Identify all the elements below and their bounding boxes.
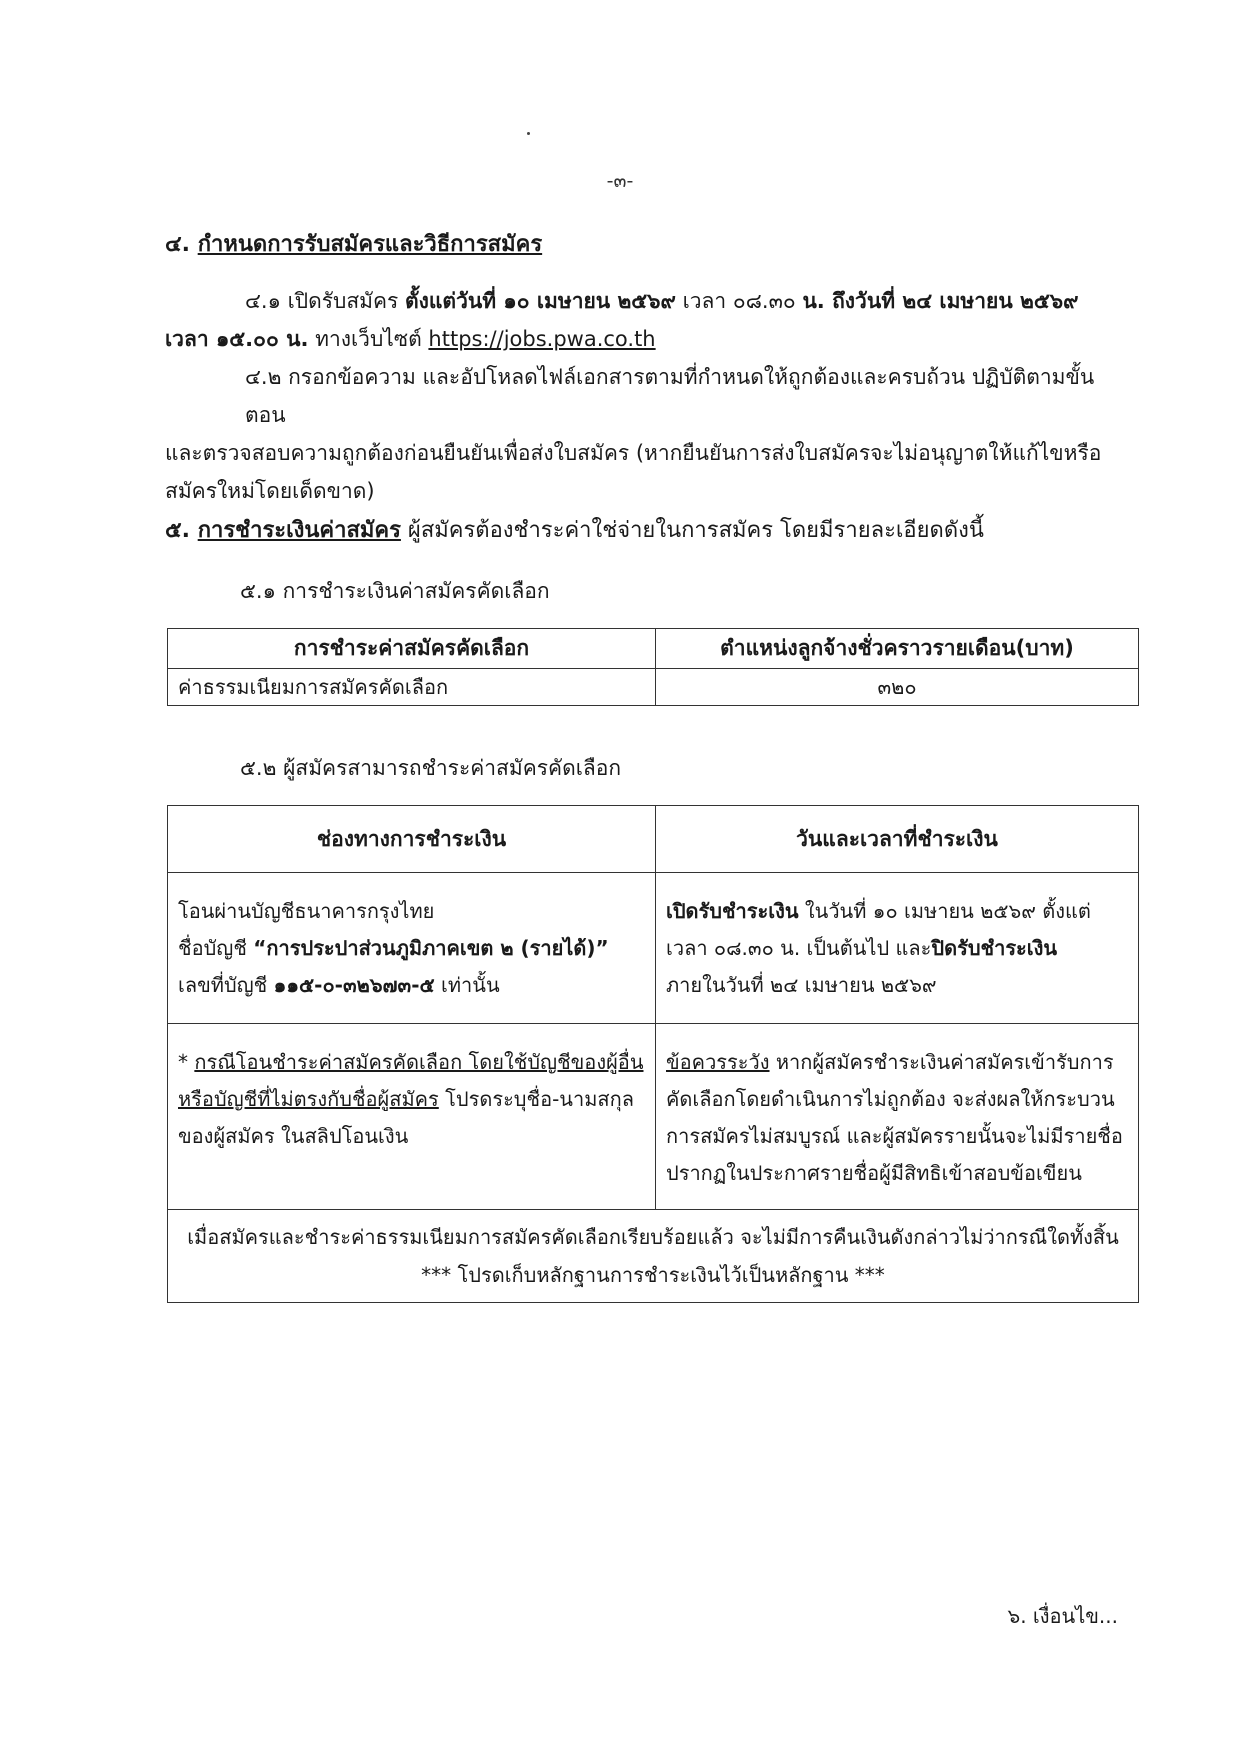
refund-note-cell xyxy=(168,1210,1139,1303)
paragraph-4-1 xyxy=(165,282,1115,358)
payment-period-cell xyxy=(656,873,1139,1024)
next-page-reference: ๖. เงื่อนไข... xyxy=(1007,1604,1118,1628)
p42-line2: และตรวจสอบความถูกต้องก่อนยืนยันเพื่อส่งใบสมัคร (หากยืนยันการส่งใบสมัครจะไม่อนุญาตให้แก้ไขหรือ xyxy=(165,441,1102,465)
fee-label: ค่าธรรมเนียมการสมัครคัดเลือก xyxy=(168,669,656,706)
section5-number: ๕. xyxy=(165,518,191,543)
table-row xyxy=(168,669,1139,706)
payment-open-date: ในวันที่ ๑๐ เมษายน ๒๕๖๙ ตั้งแต่ xyxy=(798,899,1091,923)
payment-close-date: ภายในวันที่ ๒๔ เมษายน ๒๕๖๙ xyxy=(666,973,937,997)
transfer-note-underlined-2: หรือบัญชีที่ไม่ตรงกับชื่อผู้สมัคร xyxy=(178,1087,439,1111)
subheading-5-1: ๕.๑ การชำระเงินค่าสมัครคัดเลือก xyxy=(240,579,550,603)
account-number: ๑๑๕-๐-๓๒๖๗๓-๕ xyxy=(273,973,435,997)
subheading-5-2: ๕.๒ ผู้สมัครสามารถชำระค่าสมัครคัดเลือก xyxy=(240,756,622,780)
caution-cell xyxy=(656,1024,1139,1210)
payment-table xyxy=(167,805,1139,1303)
account-name-label: ชื่อบัญชี xyxy=(178,936,254,960)
p42-line1: ๔.๒ กรอกข้อความ และอัปโหลดไฟล์เอกสารตามที่กำหนดให้ถูกต้องและครบถ้วน ปฏิบัติตามขั้นตอน xyxy=(245,365,1095,427)
section4-number: ๔. xyxy=(165,232,191,257)
payment-open-time: เวลา ๐๘.๓๐ น. เป็นต้นไป และ xyxy=(666,936,932,960)
website-link[interactable]: https://jobs.pwa.co.th xyxy=(428,327,656,351)
fee-table-header-2: ตำแหน่งลูกจ้างชั่วคราวรายเดือน(บาท) xyxy=(656,629,1139,669)
table-row xyxy=(168,873,1139,1024)
account-number-label: เลขที่บัญชี xyxy=(178,973,274,997)
payment-open-label: เปิดรับชำระเงิน xyxy=(666,899,799,923)
p41-web-text: ทางเว็บไซต์ xyxy=(308,327,429,351)
bank-account-cell xyxy=(168,873,656,1024)
fee-table-header-1: การชำระค่าสมัครคัดเลือก xyxy=(168,629,656,669)
transfer-note-instruction: โปรดระบุชื่อ-นามสกุล xyxy=(438,1087,634,1111)
transfer-note-cell xyxy=(168,1024,656,1210)
caution-line3: การสมัครไม่สมบูรณ์ และผู้สมัครรายนั้นจะไม่มีรายชื่อ xyxy=(666,1124,1123,1148)
fee-table xyxy=(167,628,1139,706)
refund-note: เมื่อสมัครและชำระค่าธรรมเนียมการสมัครคัดเลือกเรียบร้อยแล้ว จะไม่มีการคืนเงินดังกล่าวไม่ว่ากรณีใดทั้งสิ้น xyxy=(187,1225,1119,1249)
section4-title: กำหนดการรับสมัครและวิธีการสมัคร xyxy=(197,232,543,257)
p41-start-date: ตั้งแต่วันที่ ๑๐ เมษายน ๒๕๖๙ xyxy=(405,289,676,313)
pay-table-header-1: ช่องทางการชำระเงิน xyxy=(168,806,656,873)
account-name: “การประปาส่วนภูมิภาคเขต ๒ (รายได้)” xyxy=(253,936,609,960)
transfer-note-underlined-1: กรณีโอนชำระค่าสมัครคัดเลือก โดยใช้บัญชีของผู้อื่น xyxy=(194,1050,644,1074)
pay-table-header-2: วันและเวลาที่ชำระเงิน xyxy=(656,806,1139,873)
p41-end-time: เวลา ๑๕.๐๐ น. xyxy=(165,327,309,351)
payment-close-label: ปิดรับชำระเงิน xyxy=(931,936,1058,960)
caution-line1: หากผู้สมัครชำระเงินค่าสมัครเข้ารับการ xyxy=(769,1050,1114,1074)
section5-title: การชำระเงินค่าสมัคร xyxy=(197,518,401,543)
asterisk: * xyxy=(178,1050,195,1074)
p41-time: เวลา ๐๘.๓๐ xyxy=(675,289,803,313)
account-number-suffix: เท่านั้น xyxy=(434,973,500,997)
table-row xyxy=(168,1210,1139,1303)
bank-name: โอนผ่านบัญชีธนาคารกรุงไทย xyxy=(178,899,435,923)
keep-receipt-note: *** โปรดเก็บหลักฐานการชำระเงินไว้เป็นหลักฐาน *** xyxy=(421,1263,885,1287)
caution-label: ข้อควรระวัง xyxy=(666,1050,770,1074)
fee-amount: ๓๒๐ xyxy=(656,669,1139,706)
p41-end-date: น. ถึงวันที่ ๒๔ เมษายน ๒๕๖๙ xyxy=(802,289,1079,313)
transfer-note-line3: ของผู้สมัคร ในสลิปโอนเงิน xyxy=(178,1124,409,1148)
caution-line2: คัดเลือกโดยดำเนินการไม่ถูกต้อง จะส่งผลให้กระบวน xyxy=(666,1087,1115,1111)
table-row xyxy=(168,1024,1139,1210)
caution-line4: ปรากฏในประกาศรายชื่อผู้มีสิทธิเข้าสอบข้อเขียน xyxy=(666,1161,1082,1185)
p41-text: ๔.๑ เปิดรับสมัคร xyxy=(245,289,405,313)
section5-heading xyxy=(165,512,984,547)
p42-line3: สมัครใหม่โดยเด็ดขาด) xyxy=(165,479,375,503)
section5-description: ผู้สมัครต้องชำระค่าใช่จ่ายในการสมัคร โดยมีรายละเอียดดังนี้ xyxy=(400,518,984,543)
scan-dot xyxy=(527,132,530,135)
paragraph-4-2 xyxy=(165,358,1115,510)
page-number: -๓- xyxy=(606,170,634,192)
section4-heading xyxy=(165,226,542,261)
